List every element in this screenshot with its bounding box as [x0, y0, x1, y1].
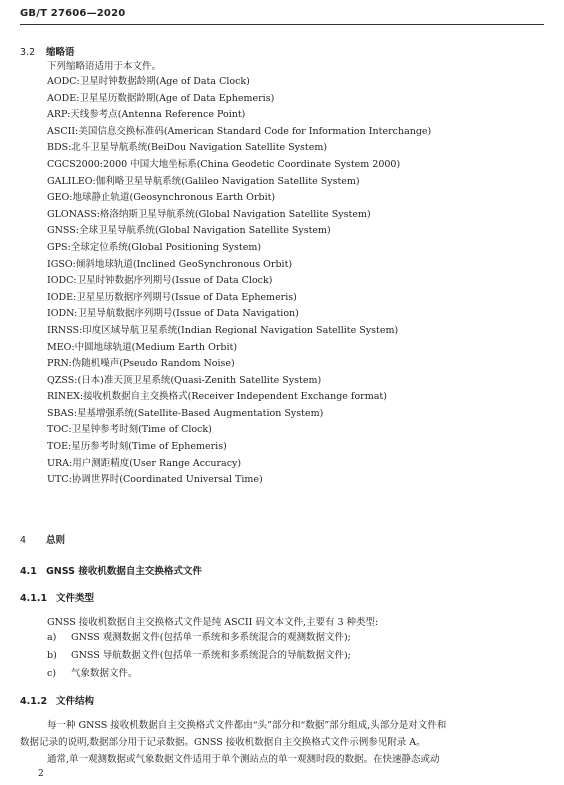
list-marker: a): [47, 632, 57, 643]
page-number: 2: [38, 769, 44, 779]
list-item: GPS:全球定位系统(Global Positioning System): [47, 241, 262, 253]
section-number: 4.1: [20, 566, 37, 577]
section-title: 文件结构: [56, 696, 95, 707]
section-intro: 下列缩略语适用于本文件。: [47, 61, 162, 72]
list-item: [47, 647, 351, 665]
section-3-2-heading: [20, 44, 75, 58]
standard-code: GB/T 27606—2020: [20, 8, 126, 19]
paragraph-line: 通常,单一观测数据或气象数据文件适用于单个测站点的单一观测时段的数据。在快速静态或动: [47, 754, 440, 765]
list-item: GALILEO:伽利略卫星导航系统(Galileo Navigation Satellite System): [47, 175, 360, 187]
list-item: TOE:星历参考时刻(Time of Ephemeris): [47, 441, 227, 453]
list-item: TOC:卫星钟参考时刻(Time of Clock): [47, 424, 212, 436]
list-item: SBAS:星基增强系统(Satellite-Based Augmentation System): [47, 407, 324, 419]
section-4-1-heading: [20, 563, 202, 577]
list-text: GNSS 观测数据文件(包括单一系统和多系统混合的观测数据文件);: [71, 632, 351, 643]
list-item: IRNSS:印度区域导航卫星系统(Indian Regional Navigation Satellite System): [47, 324, 399, 336]
section-4-heading: [20, 532, 65, 546]
list-item: [47, 665, 351, 683]
section-title: 总则: [46, 535, 66, 546]
list-item: CGCS2000:2000 中国大地坐标系(China Geodetic Coordinate System 2000): [47, 158, 401, 170]
list-item: IGSO:倾斜地球轨道(Inclined GeoSynchronous Orbit): [47, 258, 293, 270]
list-item: IODN:卫星导航数据序列期号(Issue of Data Navigation): [47, 308, 299, 320]
file-type-list: [47, 629, 351, 683]
list-text: 气象数据文件。: [71, 668, 138, 679]
list-item: GNSS:全球卫星导航系统(Global Navigation Satellite System): [47, 225, 331, 237]
paragraph-line: 每一种 GNSS 接收机数据自主交换格式文件都由“头”部分和“数据”部分组成,头部分是对文件和: [47, 720, 447, 731]
section-number: 3.2: [20, 47, 36, 58]
list-marker: c): [47, 668, 57, 679]
list-item: GEO:地球静止轨道(Geosynchronous Earth Orbit): [47, 192, 276, 204]
list-item: GLONASS:格洛纳斯卫星导航系统(Global Navigation Satellite System): [47, 208, 371, 220]
section-title: 文件类型: [56, 593, 95, 604]
section-4-1-2-heading: [20, 693, 94, 707]
list-item: QZSS:(日本)准天顶卫星系统(Quasi-Zenith Satellite System): [47, 374, 322, 386]
list-item: MEO:中圆地球轨道(Medium Earth Orbit): [47, 341, 238, 353]
list-marker: b): [47, 650, 57, 661]
list-item: RINEX:接收机数据自主交换格式(Receiver Independent Exchange format): [47, 391, 387, 403]
section-intro: GNSS 接收机数据自主交换格式文件是纯 ASCII 码文本文件,主要有 3 种类型:: [47, 617, 379, 628]
list-item: [47, 629, 351, 647]
list-item: PRN:伪随机噪声(Pseudo Random Noise): [47, 358, 235, 370]
list-item: URA:用户测距精度(User Range Accuracy): [47, 457, 242, 469]
section-title: 缩略语: [46, 47, 75, 58]
list-item: AODE:卫星星历数据龄期(Age of Data Ephemeris): [47, 92, 275, 104]
abbreviation-list: [47, 74, 431, 489]
section-4-1-1-heading: [20, 590, 94, 604]
list-item: IODC:卫星时钟数据序列期号(Issue of Data Clock): [47, 275, 273, 287]
section-number: 4.1.2: [20, 696, 48, 707]
list-item: ARP:天线参考点(Antenna Reference Point): [47, 109, 246, 121]
section-number: 4: [20, 535, 27, 546]
list-item: UTC:协调世界时(Coordinated Universal Time): [47, 474, 263, 486]
list-item: AODC:卫星时钟数据龄期(Age of Data Clock): [47, 76, 250, 87]
section-number: 4.1.1: [20, 593, 48, 604]
list-item: IODE:卫星星历数据序列期号(Issue of Data Ephemeris): [47, 291, 297, 303]
list-item: ASCII:美国信息交换标准码(American Standard Code for Information Interchange): [47, 125, 432, 137]
list-text: GNSS 导航数据文件(包括单一系统和多系统混合的导航数据文件);: [71, 650, 351, 661]
header-rule: [20, 24, 544, 25]
list-item: BDS:北斗卫星导航系统(BeiDou Navigation Satellite System): [47, 142, 328, 154]
paragraph-line: 数据记录的说明,数据部分用于记录数据。GNSS 接收机数据自主交换格式文件示例参见附录 A。: [20, 737, 426, 748]
section-title: GNSS 接收机数据自主交换格式文件: [46, 566, 202, 577]
